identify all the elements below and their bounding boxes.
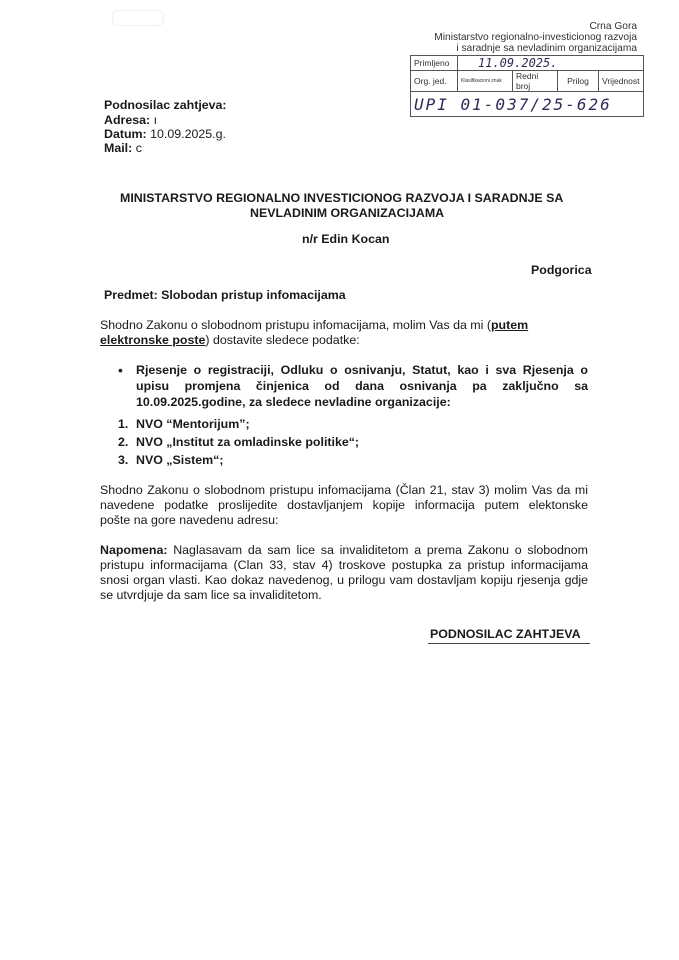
ngo-item [118,453,223,468]
signature-label: PODNOSILAC ZAHTJEVA [430,627,581,641]
col-class: Klasifikacioni znak [458,71,513,92]
received-date: 11.09.2025. [458,56,644,71]
note-text1: Naglasavam da sam lice sa invaliditetom a prema Zakonu o slobodnom [167,543,588,557]
col-value: Vrijednost [599,71,644,92]
recipient-line2: NEVLADINIM ORGANIZACIJAMA [250,206,445,220]
recipient-attention: n/r Edin Kocan [302,232,390,246]
bullet-text [136,362,588,410]
ngo-item [118,435,359,450]
stamp-ministry-line1: Ministarstvo regionalno-investicionog razvoja [434,32,637,43]
stamp-country: Crna Gora [589,21,637,32]
delivery-paragraph [100,483,588,528]
date-line [104,127,226,141]
bullet-line1: Rjesenje o registraciji, Odluku o osnivanju, Statut, kao i sva Rjesenja o [136,363,588,377]
ngo-number: 3. [118,453,129,467]
note-paragraph [100,543,588,603]
address-label: Adresa: [104,113,151,127]
note-line3: snosi organ vlasti. Kao dokaz navedenog, u prilogu vam dostavljam kopiju rjesenja gdje [100,573,588,587]
bullet-line2: upisu promjena činjenica od dana osnivanja pa zaključno sa [136,379,588,393]
note-label: Napomena: [100,543,168,557]
intro-text-2: ) dostavite sledece podatke: [205,333,360,347]
note-line1 [100,543,588,558]
scan-mark [112,10,164,26]
mail-value: c [135,141,142,155]
address-line [104,113,157,127]
ngo-name: NVO „Sistem“; [136,453,224,467]
bullet-dot: • [118,362,123,378]
delivery-line1: Shodno Zakonu o slobodnom pristupu infomacijama (Član 21, stav 3) molim Vas da mi [100,483,588,497]
recipient-line1: MINISTARSTVO REGIONALNO INVESTICIONOG RAZVOJA I SARADNJE SA [120,191,564,205]
bullet-line3: 10.09.2025.godine, za sledece nevladine organizacije: [136,395,451,409]
note-line4: se utvrdjuje da sam lice sa invaliditetom. [100,588,322,602]
col-org: Org. jed. [411,71,458,92]
stamp-ministry-line2: i saradnje sa nevladinim organizacijama [456,43,637,54]
delivery-line3: pošte na gore navedenu adresu: [100,513,279,527]
col-attach: Prilog [558,71,599,92]
ngo-name: NVO “Mentorijum”; [136,417,250,431]
ngo-name: NVO „Institut za omladinske politike“; [136,435,360,449]
intro-text-1: Shodno Zakonu o slobodnom pristupu infomacijama, molim Vas da mi ( [100,318,491,332]
city: Podgorica [531,263,592,277]
intro-link-putem: putem [490,318,529,332]
signature-line [428,643,590,644]
ngo-number: 1. [118,417,129,431]
note-line2: pristupu informacijama (Clan 33, stav 4) troskove postupka za pristup informacijama [100,558,588,572]
receipt-stamp-table [410,55,644,117]
received-label: Primljeno [411,56,458,71]
applicant-label: Podnosilac zahtjeva: [104,98,227,112]
subject: Predmet: Slobodan pristup infomacijama [104,288,346,302]
reference-number: UPI 01-037/25-626 [411,92,644,117]
ngo-item [118,417,250,432]
date-value: 10.09.2025.g. [150,127,226,141]
intro-paragraph [100,318,588,348]
mail-label: Mail: [104,141,133,155]
ngo-number: 2. [118,435,129,449]
mail-line [104,141,142,155]
col-number: Redni broj [513,71,558,92]
address-value: ı [153,113,158,127]
intro-link-elektronske: elektronske poste [100,333,206,347]
date-label: Datum: [104,127,147,141]
delivery-line2: navedene podatke proslijedite dostavljanjem kopije informacija putem elektonske [100,498,588,512]
